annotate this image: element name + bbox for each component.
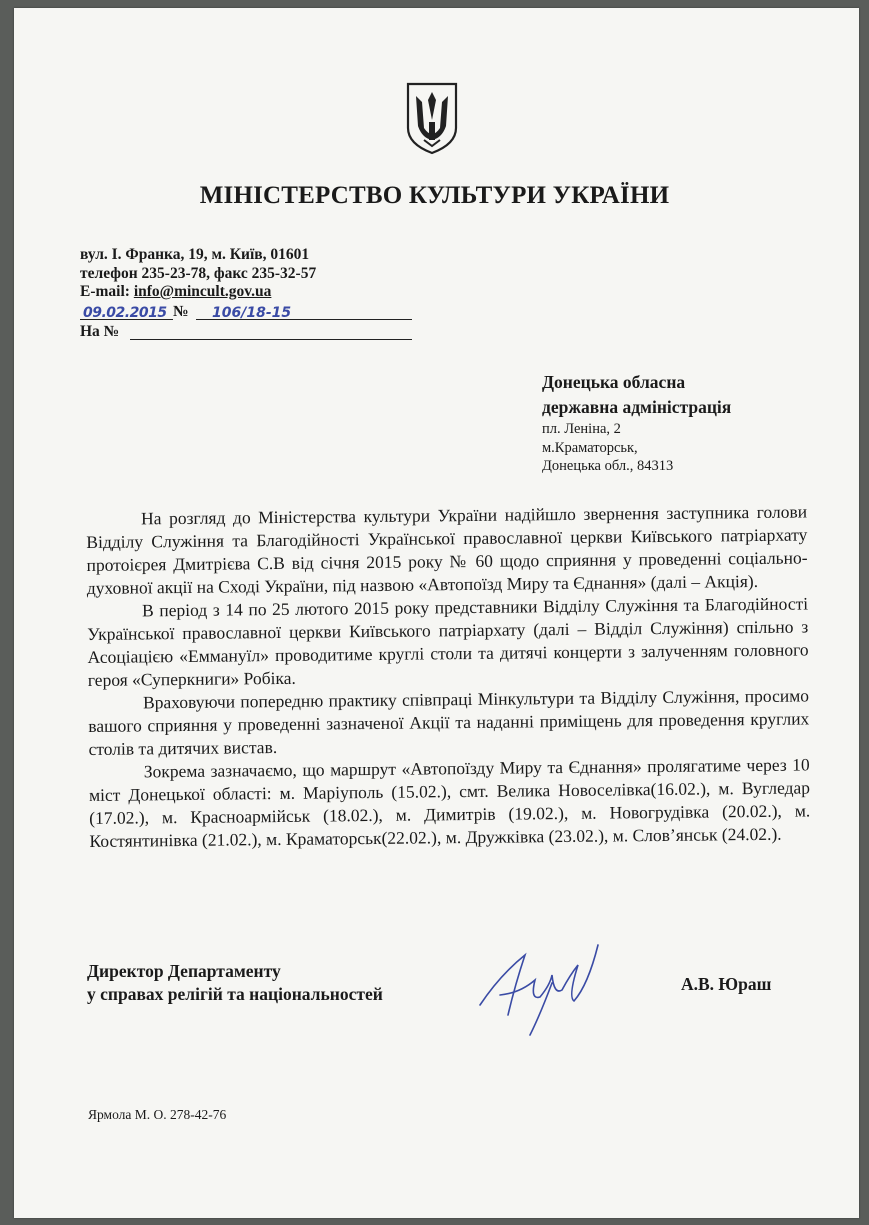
email-link[interactable]: info@mincult.gov.ua <box>133 283 272 300</box>
reg-number-label: № <box>173 302 189 320</box>
handwritten-reg-number: 106/18-15 <box>212 304 292 321</box>
recipient-block <box>542 370 731 476</box>
handwritten-date: 09.02.2015 <box>83 304 167 321</box>
body-paragraph: В період з 14 по 25 лютого 2015 року представники Відділу Служіння та Благодійності Української православної церкви Київського патріархату (далі – Відділ Служіння) спільно з Асоціацією «Еммануїл» проводитиме круглі столи та дитячі концерти з залученням головного героя «Суперкниги» Робіка. <box>87 593 809 690</box>
trident-emblem-icon <box>402 80 462 156</box>
executor-info: Ярмола М. О. 278-42-76 <box>88 1107 227 1122</box>
reply-label: На № <box>80 322 120 340</box>
body-paragraph: На розгляд до Міністерства культури України надійшло звернення заступника голови Відділу Служіння та Благодійності Української православної церкви Київського патріархату протоієрея Дмитрієва С.В від січня 2015 року № 60 щодо сприяння у проведенні соціально-духовної акції на Сході України, під назвою «Автопоїзд Миру та Єднання» (далі – Акція). <box>86 501 808 598</box>
recipient-name-line1: Донецька обласна <box>542 372 686 392</box>
phone-line: телефон 235-23-78, факс 235-32-57 <box>80 264 317 282</box>
signer-title-line1: Директор Департаменту <box>87 961 281 981</box>
handwritten-signature-icon <box>470 935 620 1045</box>
recipient-name-line2: державна адміністрація <box>542 397 732 417</box>
recipient-address-line3: Донецька обл., 84313 <box>542 458 674 474</box>
recipient-address-line1: пл. Леніна, 2 <box>542 421 621 437</box>
body-paragraph: Враховуючи попередню практику співпраці Мінкультури та Відділу Служіння, просимо вашого сприяння у проведенні зазначеної Акції та наданні приміщень для проведення круглих столів та дитячих вистав. <box>88 685 810 759</box>
address-line: вул. І. Франка, 19, м. Київ, 01601 <box>80 246 310 263</box>
signer-name: А.В. Юраш <box>681 974 772 994</box>
signer-title-line2: у справах релігій та національностей <box>87 984 383 1004</box>
signer-title <box>87 960 383 1006</box>
recipient-address-line2: м.Краматорськ, <box>542 439 638 456</box>
email-label: E-mail: <box>80 283 130 300</box>
registration-line <box>80 303 316 323</box>
ministry-title: МІНІСТЕРСТВО КУЛЬТУРИ УКРАЇНИ <box>199 182 670 209</box>
body-paragraph: Зокрема зазначаємо, що маршрут «Автопоїзду Миру та Єднання» пролягатиме через 10 міст Донецької області: м. Маріуполь (15.02.), смт. Велика Новоселівка(16.02.), м. Вугледар (17.02.), м. Красноармійськ (18.02.), м. Димитрів (19.02.), м. Новогрудівка (20.02.), м. Костянтинівка (21.02.), м. Краматорськ(22.02.), м. Дружківка (23.02.), м. Слов’янськ (24.02.). <box>88 754 811 851</box>
email-line <box>80 283 316 302</box>
letterhead-block <box>80 246 316 343</box>
letter-body <box>86 500 811 853</box>
reply-reference-line <box>80 323 316 343</box>
